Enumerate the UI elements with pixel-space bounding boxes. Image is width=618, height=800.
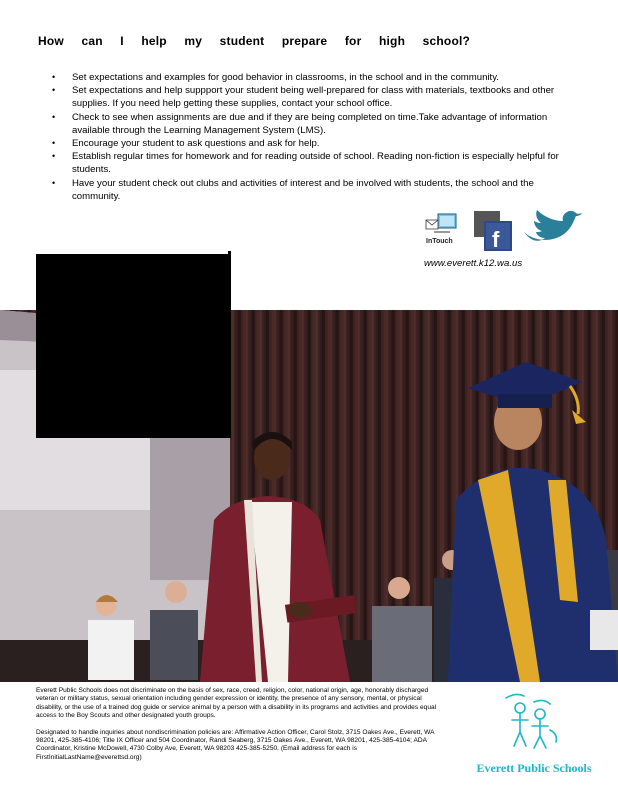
nondiscrimination-paragraph: Everett Public Schools does not discriminate on the basis of sex, race, creed, religion, color, national origin, age, honorably discharged veteran or military status, sexual orientation including gender expression or identity, the presence of any sensory, mental, or physical disability, or the use of a trained dog guide or service animal by a person with a disability in its programs and activities and provides equal access to the Boy Scouts and other designated youth groups.	[36, 687, 437, 720]
intouch-label: InTouch	[426, 238, 453, 245]
tip-item: • Set expectations and examples for good behavior in classrooms, in the school and in the community.	[52, 71, 572, 84]
everett-public-schools-logo	[476, 688, 592, 776]
twitter-bird-icon[interactable]	[520, 210, 582, 250]
tip-item: • Encourage your student to ask questions and ask for help.	[52, 137, 572, 150]
page-heading: How can I help my student prepare for high school?	[38, 34, 471, 48]
tip-item: • Set expectations and help suppport your student being well-prepared for class with materials, textbooks and other supplies. If you need help getting these supplies, contact your school office.	[52, 84, 572, 110]
redacted-box	[36, 254, 228, 438]
svg-text:f: f	[492, 227, 500, 251]
nondiscrimination-notice	[36, 687, 446, 770]
district-website-link[interactable]: www.everett.k12.wa.us	[424, 258, 523, 269]
tip-item: • Check to see when assignments are due and if they are being completed on time.Take advantage of information available through the Learning Management System (LMS).	[52, 111, 572, 137]
tip-item: • Establish regular times for homework and for reading outside of school. Reading non-fiction is especially helpful for students.	[52, 150, 572, 176]
tips-list	[52, 71, 572, 203]
intouch-icon[interactable]	[424, 212, 460, 246]
contacts-paragraph: Designated to handle inquiries about nondiscrimination policies are: Affirmative Action Officer, Carol Stolz, 3715 Oakes Ave., Everett, WA 98201, 425-385-4106; Title IX Officer and 504 Coordinator, Randi Seaberg, 3715 Oakes Ave., Everett, WA 98201, 425-385-4104; ADA Coordinator, Kristine McDowell, 4730 Colby Ave, Everett, WA 98203 425-385-5250. (Email address for each is FirstInitialLastName@everettsd.org)	[36, 728, 435, 761]
facebook-icon[interactable]	[474, 211, 512, 251]
logo-text: Everett Public Schools	[476, 761, 592, 775]
tip-item: • Have your student check out clubs and activities of interest and be involved with students, the school and the community.	[52, 177, 572, 203]
